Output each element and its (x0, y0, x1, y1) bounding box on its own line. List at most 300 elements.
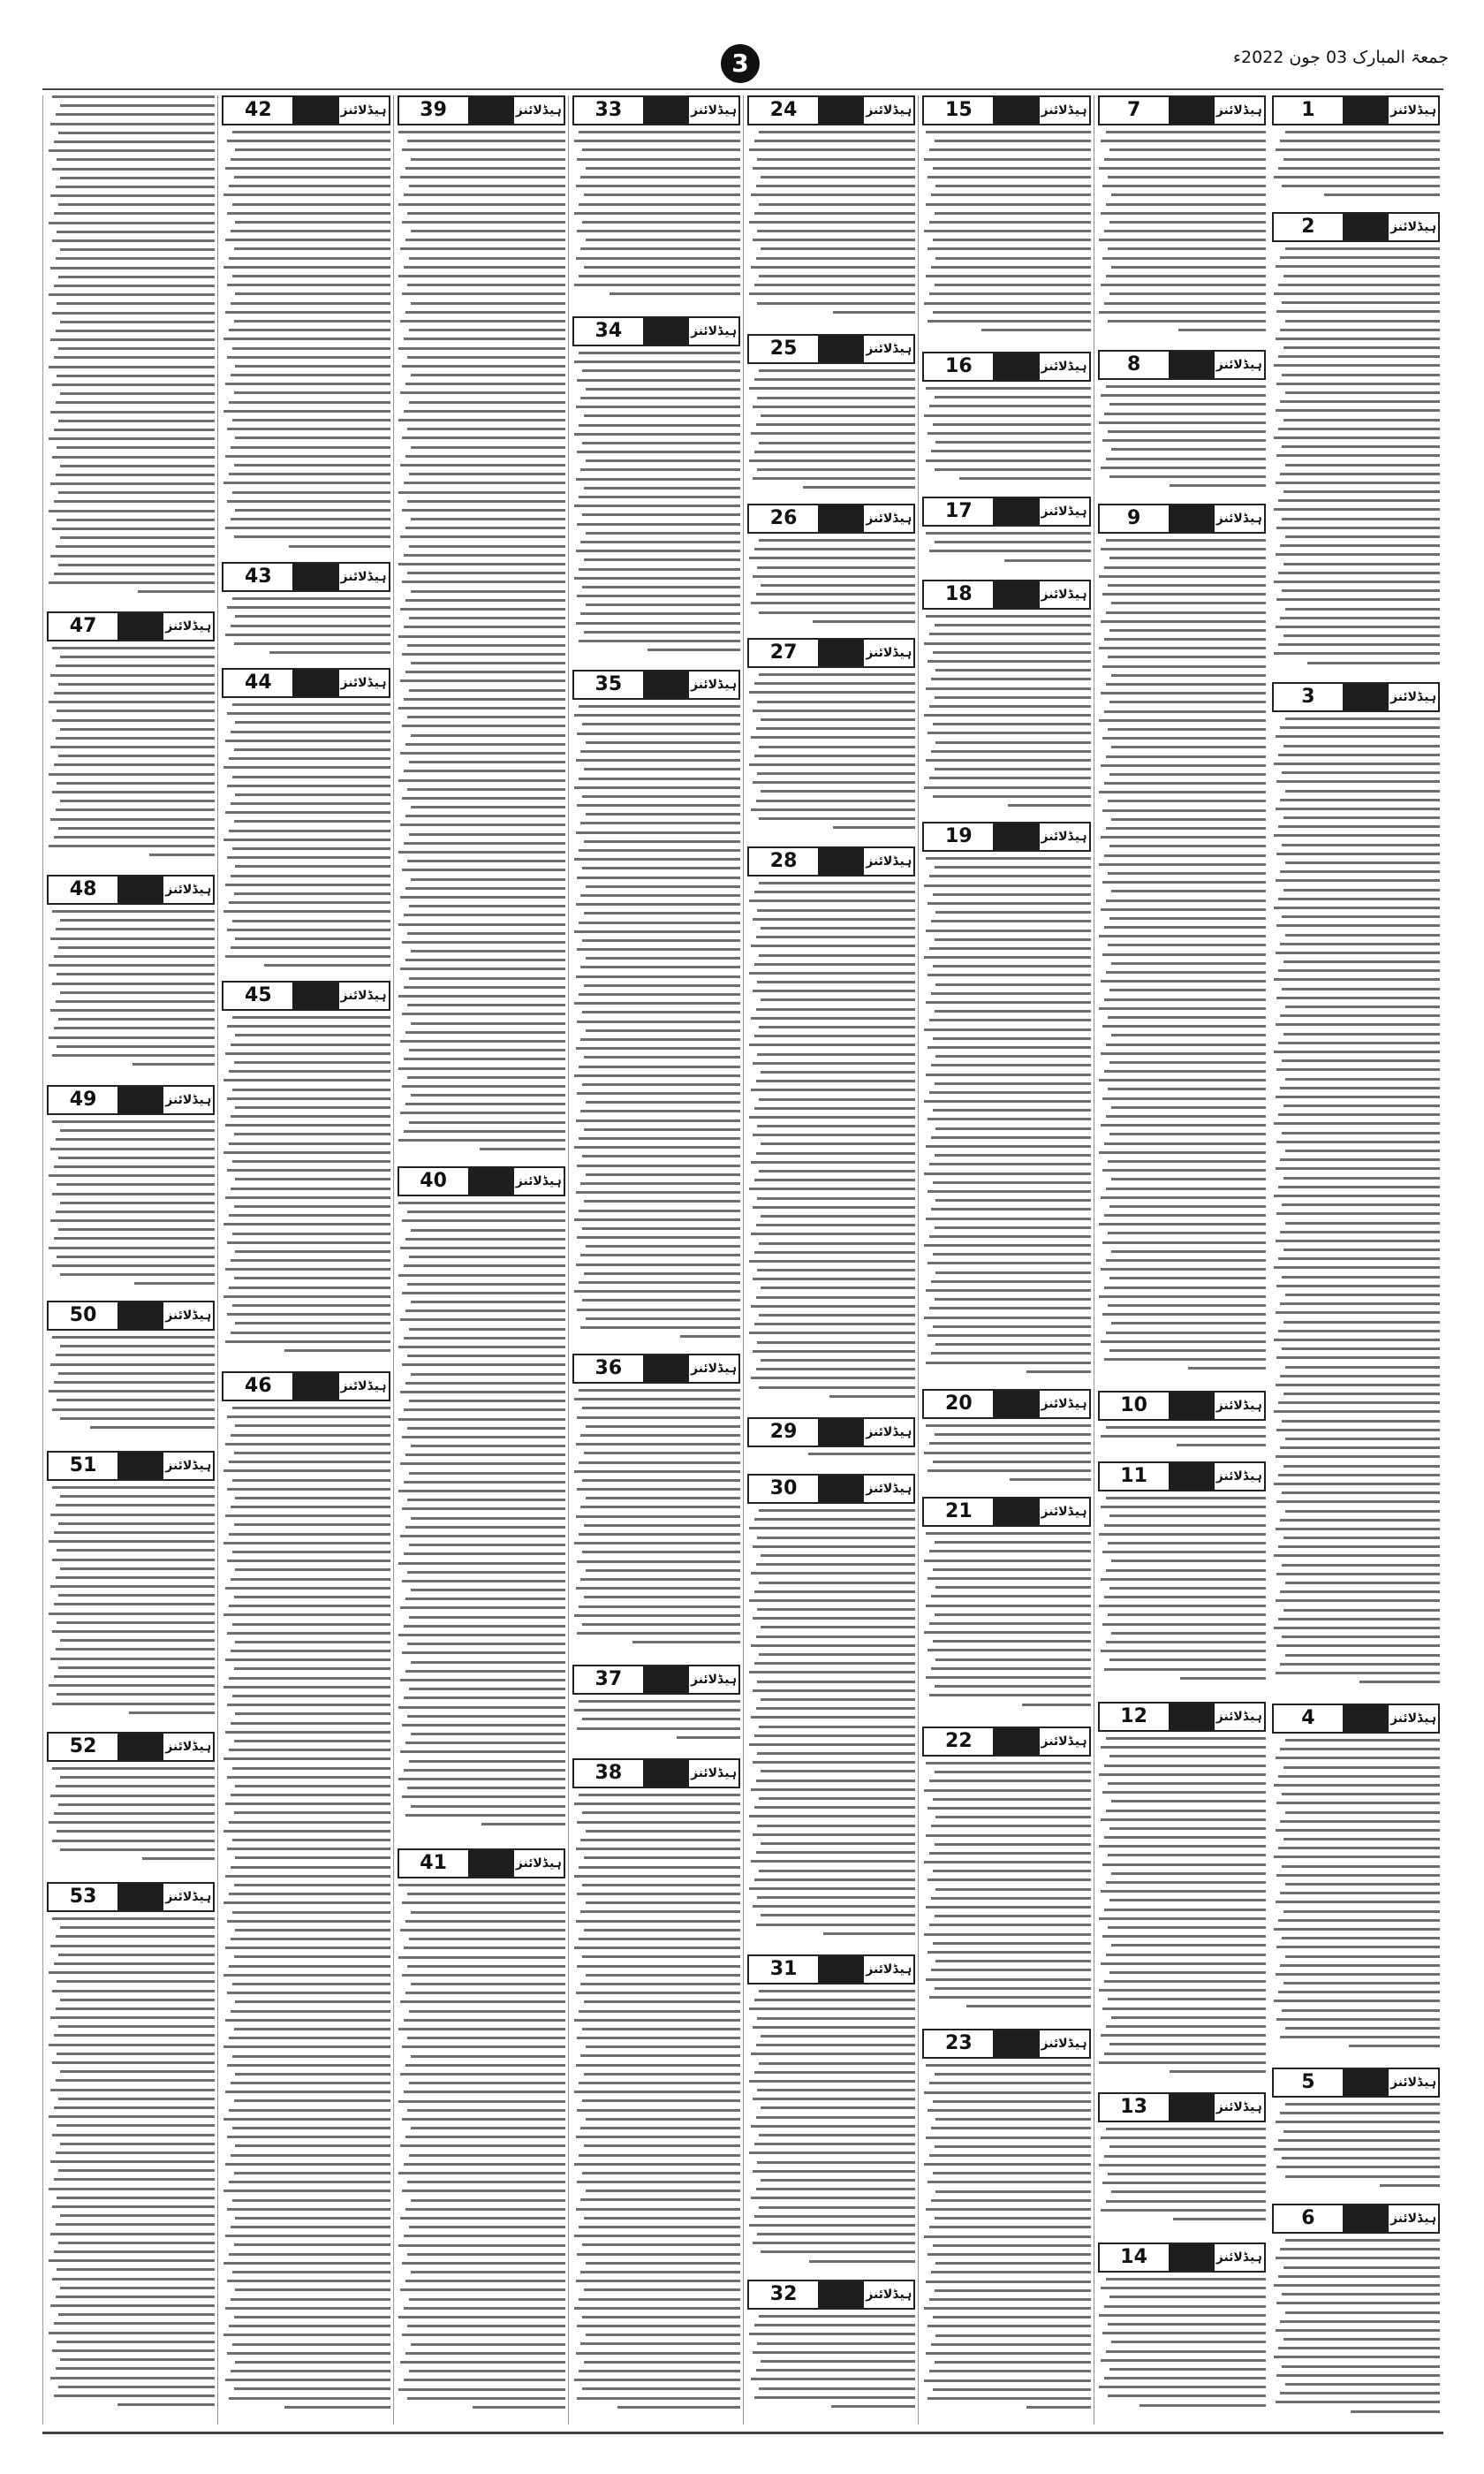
text-line (404, 194, 565, 196)
text-line (1282, 771, 1440, 774)
text-line (757, 1053, 915, 1056)
text-line (232, 491, 390, 494)
text-line (761, 998, 915, 1001)
text-line (1109, 2043, 1266, 2045)
story-body-lines (1098, 385, 1266, 487)
text-line (1278, 1618, 1440, 1620)
text-line (57, 519, 215, 521)
text-line (227, 1632, 390, 1635)
text-line (749, 2007, 915, 2010)
text-line (225, 1802, 390, 1805)
text-line (232, 2271, 390, 2273)
text-line (579, 568, 740, 571)
text-line (1276, 1672, 1440, 1674)
text-line (56, 928, 216, 930)
text-line (929, 1019, 1091, 1021)
text-line (1282, 1420, 1440, 1423)
text-line (935, 1771, 1091, 1773)
text-line (232, 920, 390, 922)
text-line (753, 2026, 916, 2029)
story-label (222, 95, 390, 125)
text-line (935, 396, 1091, 398)
text-line (1106, 971, 1266, 974)
text-line (56, 186, 216, 188)
text-line (1280, 1087, 1440, 1089)
text-line (405, 671, 565, 673)
text-line (1285, 1078, 1440, 1081)
text-line (928, 1334, 1091, 1337)
text-line (582, 795, 740, 798)
text-line (935, 1343, 1090, 1346)
text-line (1280, 943, 1440, 945)
news-story (1098, 2243, 1266, 2425)
text-line (56, 737, 216, 740)
text-line (223, 1295, 390, 1298)
text-line (582, 442, 740, 444)
text-line (935, 938, 1091, 941)
text-line (582, 2243, 740, 2246)
text-line (928, 974, 1091, 976)
text-line (757, 1341, 915, 1344)
text-line (400, 2000, 564, 2003)
text-line (58, 1018, 215, 1021)
text-line (398, 2172, 564, 2174)
text-line (579, 2370, 740, 2372)
text-line (1380, 2184, 1440, 2187)
text-line (759, 2134, 915, 2136)
text-line (52, 2205, 216, 2208)
text-line (926, 2352, 1090, 2355)
text-line (402, 148, 565, 151)
text-line (582, 2387, 740, 2390)
text-line (58, 1803, 215, 1806)
text-line (751, 1377, 915, 1379)
text-line (749, 1887, 915, 1890)
text-line (586, 813, 740, 816)
text-line (1101, 1196, 1265, 1199)
text-line (404, 842, 565, 845)
text-line (749, 1671, 915, 1673)
story-body-lines (1272, 1739, 1440, 2047)
text-line (586, 167, 740, 170)
text-line (586, 2118, 740, 2121)
text-line (1173, 2218, 1266, 2220)
text-line (232, 1016, 390, 1019)
news-column (743, 95, 919, 2425)
text-line (761, 1914, 915, 1916)
news-story (747, 846, 915, 1415)
text-line (928, 1262, 1091, 1264)
text-line (761, 1842, 915, 1845)
text-line (1101, 394, 1265, 397)
label-bar (818, 848, 864, 875)
text-line (1099, 863, 1265, 866)
text-line (931, 1969, 1091, 1971)
text-line (407, 428, 565, 430)
text-line (586, 1974, 740, 1977)
text-line (754, 1590, 916, 1593)
text-line (574, 786, 740, 789)
text-line (1278, 754, 1440, 756)
text-line (1108, 800, 1266, 802)
text-line (924, 158, 1090, 161)
text-line (398, 1884, 564, 1886)
text-line (235, 2217, 390, 2220)
text-line (227, 2136, 390, 2138)
text-line (759, 954, 915, 957)
text-line (924, 2307, 1090, 2310)
text-line (584, 1596, 740, 1598)
text-line (405, 1238, 565, 1241)
text-line (754, 755, 916, 757)
text-line (759, 746, 915, 748)
text-line (400, 535, 564, 538)
text-line (50, 2016, 215, 2019)
text-line (1109, 403, 1266, 406)
bottom-rule (42, 2432, 1443, 2434)
text-line (929, 2154, 1091, 2157)
text-line (580, 894, 740, 897)
text-line (1274, 1784, 1440, 1787)
text-line (402, 1724, 565, 1726)
text-line (90, 1426, 215, 1429)
text-line (407, 860, 565, 862)
text-line (1106, 1954, 1266, 1956)
text-line (586, 1029, 740, 1032)
text-line (229, 2253, 390, 2256)
text-line (929, 1307, 1091, 1309)
text-line (1283, 1609, 1440, 1612)
label-bar (1169, 1704, 1215, 1730)
text-line (398, 1956, 564, 1959)
text-line (400, 2361, 564, 2364)
story-tag: ہیڈلائنز (339, 983, 389, 1009)
text-line (1276, 1023, 1440, 1026)
story-body-lines (398, 1884, 565, 2409)
text-line (756, 185, 916, 187)
story-number: 28 (749, 848, 818, 875)
text-line (1276, 879, 1440, 882)
news-story (398, 95, 565, 1165)
text-line (56, 257, 216, 260)
story-body-lines (922, 615, 1090, 807)
text-line (402, 1507, 565, 1510)
text-line (49, 1684, 215, 1687)
text-line (759, 2315, 915, 2318)
story-number: 33 (574, 97, 643, 124)
text-line (231, 1188, 390, 1190)
text-line (1280, 473, 1440, 475)
news-story (1272, 1704, 1440, 2066)
text-line (227, 1025, 390, 1028)
text-line (753, 1833, 916, 1836)
text-line (1108, 2323, 1266, 2326)
text-line (1106, 755, 1266, 758)
text-line (234, 1205, 390, 1208)
text-line (584, 1856, 740, 1859)
text-line (1106, 611, 1266, 614)
text-line (56, 113, 216, 116)
text-line (235, 1178, 390, 1180)
text-line (58, 1228, 215, 1231)
news-story (572, 316, 740, 668)
story-tag: ہیڈلائنز (1040, 1728, 1089, 1755)
story-number: 42 (223, 97, 292, 124)
story-number: 15 (924, 97, 993, 124)
text-line (928, 176, 1091, 178)
text-line (754, 1806, 916, 1809)
story-number: 14 (1100, 2244, 1169, 2271)
text-line (1276, 409, 1440, 412)
text-line (398, 635, 564, 638)
text-line (1276, 310, 1440, 313)
text-line (50, 1658, 215, 1660)
text-line (52, 1193, 216, 1195)
text-line (759, 817, 915, 820)
text-line (409, 401, 565, 404)
text-line (584, 266, 740, 269)
text-line (60, 1926, 215, 1929)
text-line (1278, 1042, 1440, 1044)
story-number: 9 (1100, 505, 1169, 532)
text-line (407, 1499, 565, 1501)
text-line (931, 750, 1091, 753)
text-line (577, 2325, 740, 2327)
text-line (58, 946, 215, 949)
text-line (1285, 1582, 1440, 1584)
story-body-lines (47, 647, 215, 856)
text-line (405, 2136, 565, 2138)
text-line (751, 1233, 915, 1235)
text-line (829, 1395, 915, 1398)
story-number: 17 (924, 498, 993, 525)
text-line (928, 1807, 1091, 1810)
text-line (756, 2044, 916, 2046)
text-line (1283, 1321, 1440, 1324)
text-line (749, 292, 915, 295)
text-line (924, 642, 1090, 645)
text-line (223, 1469, 390, 1472)
text-line (1278, 1919, 1440, 1922)
text-line (1108, 944, 1266, 946)
text-line (411, 1661, 565, 1664)
text-line (49, 701, 215, 703)
text-line (935, 1199, 1090, 1202)
text-line (576, 831, 740, 834)
text-line (49, 1390, 215, 1393)
text-line (235, 365, 390, 368)
text-line (576, 975, 740, 978)
text-line (225, 1124, 390, 1127)
text-line (1276, 2302, 1440, 2304)
text-line (1280, 1748, 1440, 1750)
text-line (234, 1133, 390, 1135)
text-line (398, 995, 564, 998)
text-line (1104, 854, 1266, 857)
text-line (1283, 419, 1440, 421)
text-line (574, 1802, 740, 1805)
text-line (235, 2361, 390, 2364)
text-line (579, 1605, 740, 1608)
text-line (225, 2379, 390, 2381)
text-line (929, 221, 1091, 224)
text-line (584, 558, 740, 561)
text-line (52, 456, 216, 459)
text-line (753, 781, 916, 784)
text-line (577, 230, 740, 232)
text-line (52, 2349, 216, 2352)
text-line (749, 2151, 915, 2154)
text-line (1104, 158, 1266, 161)
text-line (1022, 1704, 1091, 1706)
story-tag: ہیڈلائنز (163, 1302, 213, 1329)
text-line (400, 464, 564, 467)
label-bar (818, 1476, 864, 1502)
text-line (411, 1517, 565, 1520)
text-line (1276, 1946, 1440, 1948)
text-line (1106, 1426, 1266, 1429)
text-line (402, 941, 565, 944)
text-line (1285, 1438, 1440, 1440)
text-line (52, 719, 216, 722)
text-line (1106, 1641, 1266, 1643)
text-line (1285, 717, 1440, 720)
text-line (234, 320, 390, 323)
text-line (928, 1118, 1091, 1120)
text-line (223, 338, 390, 340)
text-line (57, 158, 215, 161)
text-line (231, 802, 390, 805)
text-line (1109, 1587, 1266, 1590)
text-line (1285, 1739, 1440, 1742)
text-line (586, 1173, 740, 1176)
text-line (580, 2342, 740, 2345)
news-story (1272, 682, 1440, 1702)
text-line (580, 541, 740, 543)
text-line (1285, 934, 1440, 937)
text-line (749, 972, 915, 975)
text-line (404, 2163, 565, 2166)
story-label (398, 1166, 565, 1196)
text-line (1101, 836, 1265, 839)
text-line (402, 2045, 565, 2048)
text-line (398, 491, 564, 494)
text-line (935, 140, 1091, 142)
text-line (1111, 2016, 1266, 2019)
text-line (1104, 1596, 1266, 1598)
text-line (1276, 1599, 1440, 1602)
text-line (1099, 421, 1265, 424)
text-line (223, 1151, 390, 1154)
text-line (398, 1706, 564, 1709)
text-line (58, 2313, 215, 2316)
text-line (757, 1269, 915, 1271)
story-number: 6 (1274, 2205, 1343, 2232)
text-line (54, 2034, 216, 2037)
text-line (757, 1537, 915, 1539)
text-line (225, 1875, 390, 1878)
text-line (54, 1675, 216, 1678)
label-bar (117, 613, 163, 640)
text-line (1106, 2128, 1266, 2130)
text-line (57, 2124, 215, 2127)
text-line (225, 884, 390, 886)
text-line (577, 451, 740, 453)
text-line (576, 1920, 740, 1923)
text-line (754, 1035, 916, 1037)
text-line (757, 1825, 915, 1827)
text-line (1111, 746, 1266, 748)
text-line (58, 564, 215, 566)
text-line (1101, 548, 1265, 550)
text-line (57, 1256, 215, 1258)
text-line (1285, 790, 1440, 793)
text-line (54, 2322, 216, 2325)
text-line (223, 1901, 390, 1904)
text-line (577, 2181, 740, 2183)
text-line (57, 375, 215, 377)
text-line (411, 2055, 565, 2058)
text-line (56, 664, 216, 667)
text-line (1099, 1605, 1265, 1607)
text-line (227, 140, 390, 142)
text-line (933, 965, 1091, 968)
text-line (1274, 1339, 1440, 1341)
story-number: 45 (223, 983, 292, 1009)
text-line (935, 1888, 1090, 1891)
text-line (929, 777, 1091, 779)
text-line (935, 1082, 1091, 1085)
text-line (926, 532, 1090, 535)
text-line (225, 1514, 390, 1517)
text-line (411, 230, 565, 232)
text-line (1109, 917, 1266, 920)
text-line (1283, 1248, 1440, 1251)
text-line (1280, 870, 1440, 873)
story-label (922, 352, 1090, 382)
story-tag: ہیڈلائنز (339, 670, 389, 696)
text-line (1106, 1332, 1266, 1334)
text-line (1283, 1766, 1440, 1769)
text-line (813, 620, 915, 623)
text-line (223, 1830, 390, 1833)
text-line (407, 572, 565, 574)
story-body-lines (1098, 131, 1266, 331)
text-line (823, 1932, 916, 1935)
text-line (235, 2144, 390, 2147)
story-number: 21 (924, 1499, 993, 1525)
text-line (234, 1452, 390, 1454)
text-line (407, 1893, 565, 1895)
text-line (232, 1304, 390, 1307)
text-line (1276, 997, 1440, 999)
text-line (579, 1700, 740, 1703)
story-number: 34 (574, 318, 643, 345)
story-label (1098, 504, 1266, 534)
text-line (411, 1983, 565, 1985)
text-line (754, 1251, 916, 1254)
text-line (480, 1148, 565, 1150)
text-line (398, 2388, 564, 2391)
text-line (49, 1540, 215, 1543)
text-line (1111, 602, 1266, 604)
text-line (398, 2316, 564, 2318)
text-line (577, 1092, 740, 1095)
text-line (411, 1022, 565, 1025)
text-line (582, 148, 740, 151)
text-line (1102, 953, 1266, 956)
label-bar (1343, 214, 1389, 240)
